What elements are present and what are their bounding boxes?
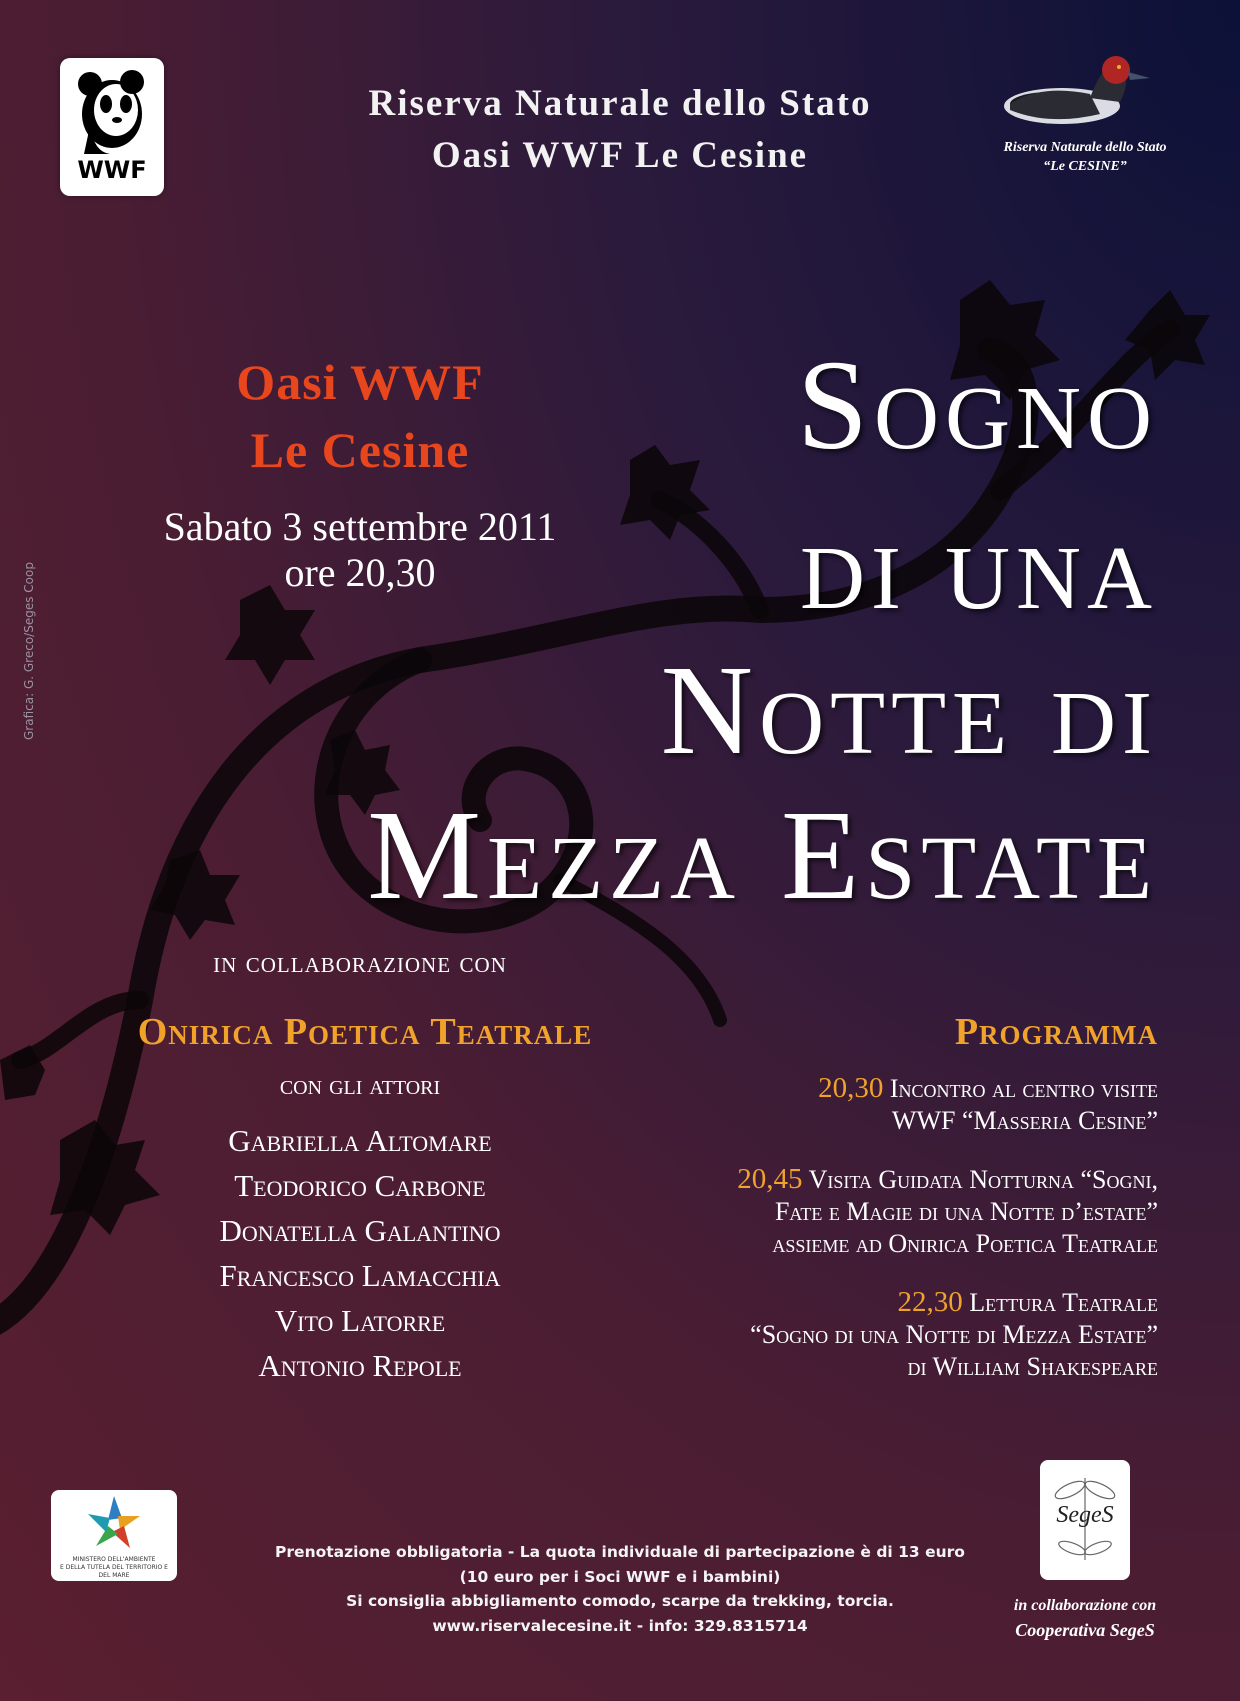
location-line-1: Oasi WWF: [236, 354, 484, 410]
actor-name: Gabriella Altomare: [228, 1123, 492, 1158]
programma-line: WWF “Masseria Cesine”: [891, 1106, 1158, 1135]
programma-item: [598, 1072, 1158, 1137]
seges-logo-text: SegeS: [1056, 1502, 1114, 1528]
footer-info: [250, 1540, 990, 1638]
title-line-1: Sogno: [796, 334, 1158, 476]
programma-title: Programma: [954, 1011, 1158, 1053]
ministry-logo: [51, 1490, 177, 1581]
theatre-company: Onirica Poetica Teatrale: [137, 1011, 593, 1053]
actors-label: con gli attori: [279, 1070, 441, 1101]
ministry-line-1: MINISTERO DELL'AMBIENTE: [72, 1556, 156, 1563]
programma-line: Fate e Magie di una Notte d’estate”: [774, 1197, 1158, 1226]
duck-icon: [990, 54, 1180, 138]
footer-line-1: Prenotazione obbligatoria - La quota individuale di partecipazione è di 13 euro: [275, 1543, 965, 1561]
seges-caption-line-1: in collaborazione con: [1013, 1597, 1157, 1614]
footer-line-3: Si consiglia abbigliamento comodo, scarpe da trekking, torcia.: [346, 1592, 894, 1610]
seges-logo: [1040, 1460, 1130, 1580]
footer-website: www.riservalecesine.it - info: 329.8315714: [432, 1616, 808, 1635]
title-line-4: [367, 784, 1158, 926]
header-line-2: Oasi WWF Le Cesine: [431, 135, 809, 176]
wwf-logo: [60, 58, 164, 196]
header-title: [250, 78, 990, 182]
actor-name: Antonio Repole: [258, 1348, 462, 1383]
seges-caption-line-2: Cooperativa SegeS: [1015, 1620, 1155, 1640]
programma-time: 22,30: [897, 1286, 963, 1318]
title-line-2: di una: [800, 494, 1158, 636]
seges-caption: [985, 1594, 1185, 1642]
programma-line: assieme ad Onirica Poetica Teatrale: [772, 1229, 1158, 1258]
duck-caption-line-2: “Le CESINE”: [1043, 159, 1127, 174]
le-cesine-logo-caption: [990, 138, 1180, 176]
title-line-3: Notte di: [660, 639, 1158, 781]
programma-line: “Sogno di una Notte di Mezza Estate”: [750, 1320, 1158, 1349]
ministry-line-2: E DELLA TUTELA DEL TERRITORIO E DEL MARE: [60, 1564, 168, 1579]
title-word-estate: Estate: [781, 784, 1158, 926]
collaboration-label: in collaborazione con: [213, 946, 507, 979]
actor-name: Francesco Lamacchia: [219, 1258, 501, 1293]
le-cesine-logo: [990, 54, 1180, 184]
programma-line: di William Shakespeare: [907, 1352, 1158, 1381]
wwf-logo-text: WWF: [77, 156, 147, 184]
date-line-1: Sabato 3 settembre 2011: [163, 504, 557, 549]
date-line-2: ore 20,30: [284, 550, 436, 595]
actors-list: [100, 1118, 620, 1388]
location-line-2: Le Cesine: [250, 422, 470, 478]
programma-time: 20,30: [818, 1072, 884, 1104]
duck-caption-line-1: Riserva Naturale dello Stato: [1003, 140, 1167, 155]
event-date: [100, 504, 620, 596]
star-icon: [51, 1490, 177, 1556]
programma-item: [598, 1163, 1158, 1260]
ministry-logo-text: [55, 1556, 173, 1580]
programma-line: Incontro al centro visite: [889, 1074, 1158, 1103]
panda-icon: [70, 66, 154, 156]
header-line-1: Riserva Naturale dello Stato: [368, 83, 872, 124]
actor-name: Teodorico Carbone: [234, 1168, 486, 1203]
footer-line-2: (10 euro per i Soci WWF e i bambini): [459, 1567, 781, 1586]
actor-name: Donatella Galantino: [219, 1213, 501, 1248]
title-word-mezza: Mezza: [367, 784, 742, 926]
actor-name: Vito Latorre: [274, 1303, 446, 1338]
programma-time: 20,45: [737, 1163, 803, 1195]
graphics-credit: Grafica: G. Greco/Seges Coop: [22, 562, 36, 740]
programma-line: Visita Guidata Notturna “Sogni,: [808, 1165, 1158, 1194]
programma-item: [598, 1286, 1158, 1383]
programma-line: Lettura Teatrale: [969, 1288, 1158, 1317]
event-location: [150, 348, 570, 484]
